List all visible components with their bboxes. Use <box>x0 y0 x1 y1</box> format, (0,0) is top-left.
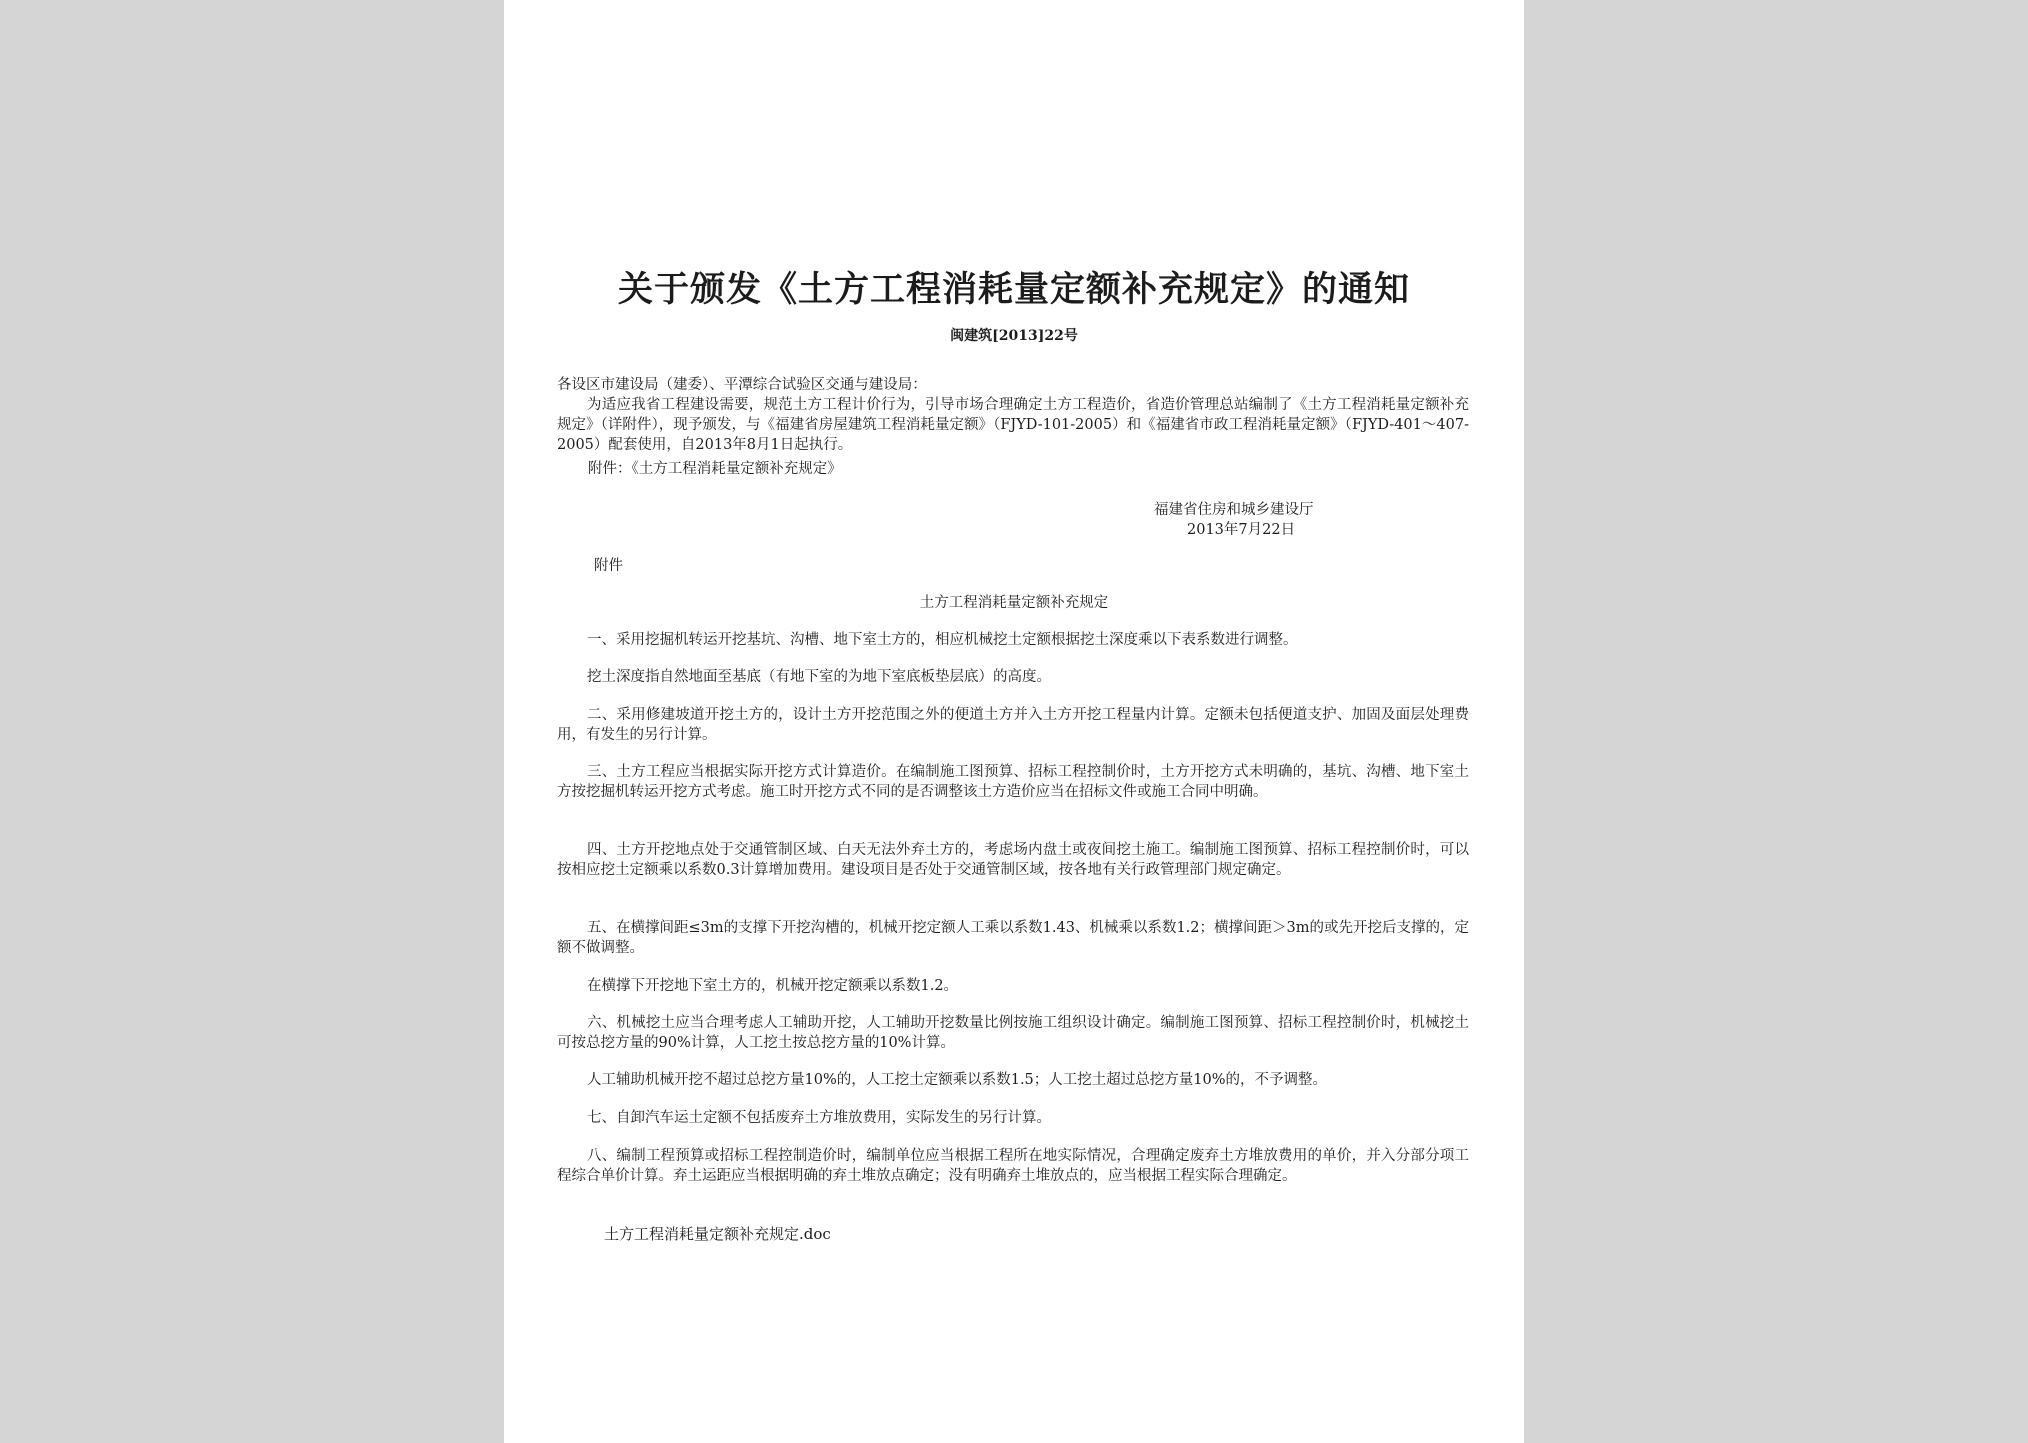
paragraph-4: 三、土方工程应当根据实际开挖方式计算造价。在编制施工图预算、招标工程控制价时，土方开挖方式未明确的，基坑、沟槽、地下室土方按挖掘机转运开挖方式考虑。施工时开挖方式不同的是否调整该土方造价应当在招标文件或施工合同中明确。 <box>557 764 1469 800</box>
issuer: 福建省住房和城乡建设厅 <box>1154 502 1314 518</box>
document-title: 关于颁发《土方工程消耗量定额补充规定》的通知 <box>617 269 1410 310</box>
intro-paragraph: 为适应我省工程建设需要，规范土方工程计价行为，引导市场合理确定土方工程造价，省造价管理总站编制了《土方工程消耗量定额补充规定》（详附件），现予颁发，与《福建省房屋建筑工程消耗量定额》（FJYD-101-2005）和《福建省市政工程消耗量定额》（FJYD-401～407-2005）配套使用，自2013年8月1日起执行。 <box>557 397 1469 453</box>
addressee: 各设区市建设局（建委）、平潭综合试验区交通与建设局： <box>557 377 927 393</box>
paragraph-5: 四、土方开挖地点处于交通管制区域、白天无法外弃土方的，考虑场内盘土或夜间挖土施工。编制施工图预算、招标工程控制价时，可以按相应挖土定额乘以系数0.3计算增加费用。建设项目是否处于交通管制区域，按各地有关行政管理部门规定确定。 <box>557 842 1469 878</box>
paragraph-2: 挖土深度指自然地面至基底（有地下室的为地下室底板垫层底）的高度。 <box>587 669 1051 685</box>
document-page <box>504 0 1524 1443</box>
paragraph-10: 七、自卸汽车运土定额不包括废弃土方堆放费用，实际发生的另行计算。 <box>587 1110 1051 1126</box>
paragraph-9: 人工辅助机械开挖不超过总挖方量10%的，人工挖土定额乘以系数1.5；人工挖土超过总挖方量10%的，不予调整。 <box>587 1072 1328 1088</box>
paragraph-6: 五、在横撑间距≤3m的支撑下开挖沟槽的，机械开挖定额人工乘以系数1.43、机械乘以系数1.2；横撑间距＞3m的或先开挖后支撑的，定额不做调整。 <box>557 920 1469 956</box>
attachment-line: 附件：《土方工程消耗量定额补充规定》 <box>588 461 842 477</box>
issue-date: 2013年7月22日 <box>1187 522 1296 538</box>
attachment-file-link[interactable]: 土方工程消耗量定额补充规定.doc <box>604 1225 831 1243</box>
appendix-title: 土方工程消耗量定额补充规定 <box>919 595 1109 611</box>
paragraph-11: 八、编制工程预算或招标工程控制造价时，编制单位应当根据工程所在地实际情况，合理确定废弃土方堆放费用的单价，并入分部分项工程综合单价计算。弃土运距应当根据明确的弃土堆放点确定；没有明确弃土堆放点的，应当根据工程实际合理确定。 <box>557 1148 1469 1184</box>
paragraph-1: 一、采用挖掘机转运开挖基坑、沟槽、地下室土方的，相应机械挖土定额根据挖土深度乘以下表系数进行调整。 <box>587 632 1298 648</box>
paragraph-8: 六、机械挖土应当合理考虑人工辅助开挖，人工辅助开挖数量比例按施工组织设计确定。编制施工图预算、招标工程控制价时，机械挖土可按总挖方量的90%计算，人工挖土按总挖方量的10%计算。 <box>557 1015 1469 1051</box>
paragraph-7: 在横撑下开挖地下室土方的，机械开挖定额乘以系数1.2。 <box>587 978 959 994</box>
paragraph-3: 二、采用修建坡道开挖土方的，设计土方开挖范围之外的便道土方并入土方开挖工程量内计算。定额未包括便道支护、加固及面层处理费用，有发生的另行计算。 <box>557 707 1469 743</box>
appendix-label: 附件 <box>594 558 623 574</box>
document-number: 闽建筑[2013]22号 <box>950 328 1078 344</box>
